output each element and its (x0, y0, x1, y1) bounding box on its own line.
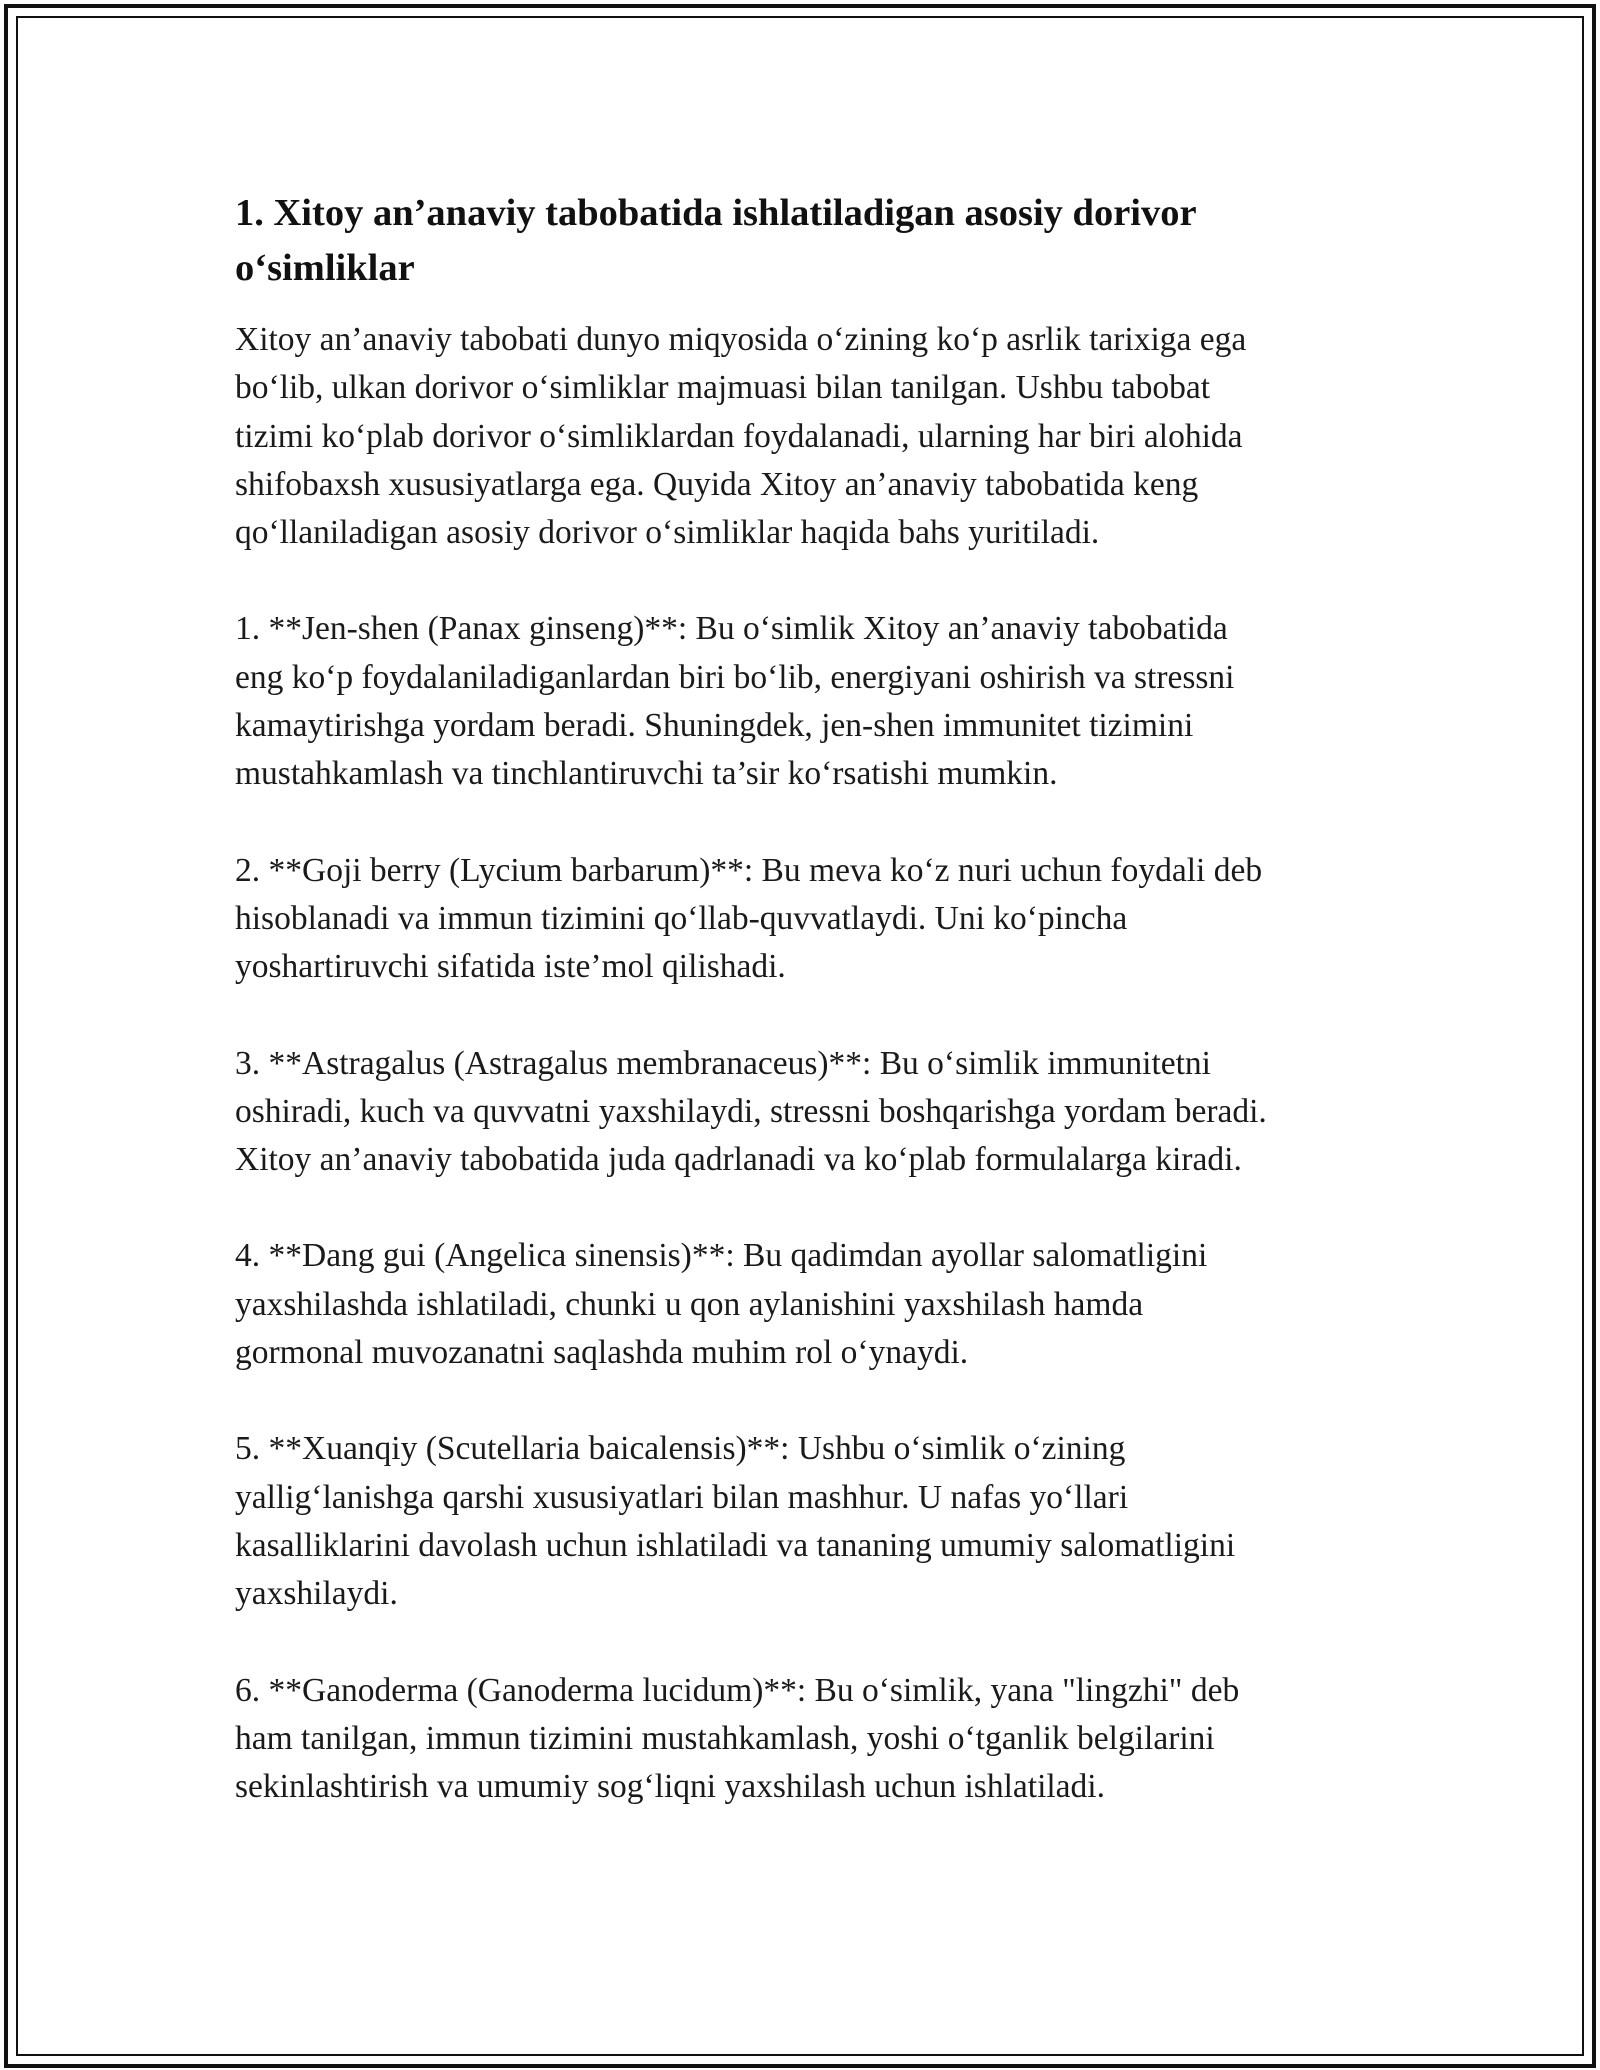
list-item-dang-gui: 4. **Dang gui (Angelica sinensis)**: Bu qadimdan ayollar salomatligini yaxshilashda ishlatiladi, chunki u qon aylanishini yaxshilash hamda gormonal muvozanatni saqlashda muhim rol o‘ynaydi. (235, 1237, 1208, 1372)
section-heading: 1. Xitoy an’anaviy tabobatida ishlatiladigan asosiy dorivor o‘simliklar (235, 192, 1197, 289)
list-item-astragalus: 3. **Astragalus (Astragalus membranaceus)**: Bu o‘simlik immunitetni oshiradi, kuch va quvvatni yaxshilaydi, stressni boshqarishga yordam beradi. Xitoy an’anaviy tabobatida juda qadrlanadi va ko‘plab formulalarga kiradi. (235, 1044, 1267, 1179)
document-body (235, 186, 1375, 1811)
list-item-jen-shen: 1. **Jen-shen (Panax ginseng)**: Bu o‘simlik Xitoy an’anaviy tabobatida eng ko‘p foydalaniladiganlardan biri bo‘lib, energiyani oshirish va stressni kamaytirishga yordam beradi. Shuningdek, jen-shen immunitet tizimini mustahkamlash va tinchlantiruvchi ta’sir ko‘rsatishi mumkin. (235, 610, 1235, 793)
intro-paragraph: Xitoy an’anaviy tabobati dunyo miqyosida o‘zining ko‘p asrlik tarixiga ega bo‘lib, ulkan dorivor o‘simliklar majmuasi bilan tanilgan. Ushbu tabobat tizimi ko‘plab dorivor o‘simliklardan foydalanadi, ularning har biri alohida shifobaxsh xususiyatlarga ega. Quyida Xitoy an’anaviy tabobatida keng qo‘llaniladigan asosiy dorivor o‘simliklar haqida bahs yuritiladi. (235, 321, 1247, 552)
list-item-goji-berry: 2. **Goji berry (Lycium barbarum)**: Bu meva ko‘z nuri uchun foydali deb hisoblanadi va immun tizimini qo‘llab-quvvatlaydi. Uni ko‘pincha yoshartiruvchi sifatida iste’mol qilishadi. (235, 851, 1263, 986)
list-item-xuanqiy: 5. **Xuanqiy (Scutellaria baicalensis)**: Ushbu o‘simlik o‘zining yallig‘lanishga qarshi xususiyatlari bilan mashhur. U nafas yo‘llari kasalliklarini davolash uchun ishlatiladi va tananing umumiy salomatligini yaxshilaydi. (235, 1430, 1236, 1613)
list-item-ganoderma: 6. **Ganoderma (Ganoderma lucidum)**: Bu o‘simlik, yana "lingzhi" deb ham tanilgan, immun tizimini mustahkamlash, yoshi o‘tganlik belgilarini sekinlashtirish va umumiy sog‘liqni yaxshilash uchun ishlatiladi. (235, 1671, 1240, 1806)
